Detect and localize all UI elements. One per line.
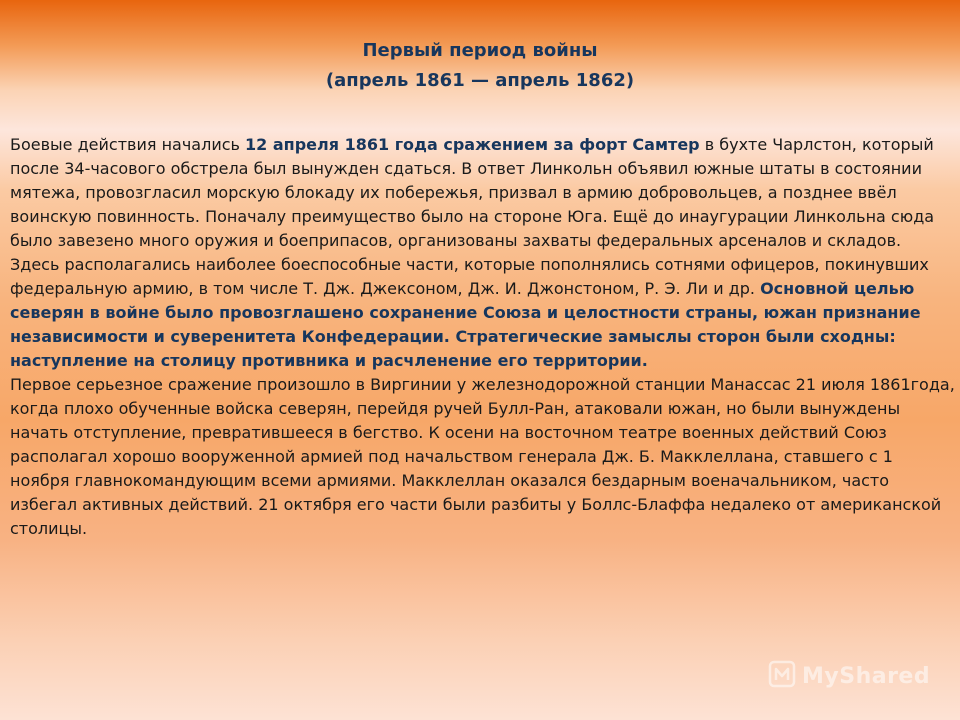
paragraph-2: Первое серьезное сражение произошло в Виргинии у железнодорожной станции Манассас 21 июля 1861года, когда плохо обученные войска северян, перейдя ручей Булл-Ран, атаковали южан, но были вынуждены начать отступление, превратившееся в бегство. К осени на восточном театре военных действий Союз располагал хорошо вооруженной армией под начальством генерала Дж. Б. Макклеллана, ставшего с 1 ноября главнокомандующим всеми армиями. Макклеллан оказался бездарным военачальником, часто избегал активных действий. 21 октября его части были разбиты у Боллс-Блаффа недалеко от американской столицы. bbox=[10, 375, 955, 538]
body-text bbox=[10, 133, 955, 541]
paragraph-1 bbox=[10, 133, 955, 373]
title-line-2: (апрель 1861 — апрель 1862) bbox=[325, 70, 635, 91]
myshared-logo-icon bbox=[768, 660, 796, 692]
title-line-1: Первый период войны bbox=[362, 40, 598, 61]
paragraph-1-intro: Боевые действия начались bbox=[10, 135, 246, 154]
watermark-text: MyShared bbox=[802, 663, 931, 689]
paragraph-1-highlight-date: 12 апреля 1861 года сражением за форт Самтер bbox=[245, 135, 700, 154]
watermark bbox=[768, 660, 930, 692]
slide-title bbox=[0, 36, 960, 96]
paragraph-1-body: в бухте Чарлстон, который после 34-часового обстрела был вынужден сдаться. В ответ Линкольн объявил южные штаты в состоянии мятежа, провозгласил морскую блокаду их побережья, призвал в армию добровольцев, а позднее ввёл воинскую повинность. Поначалу преимущество было на стороне Юга. Ещё до инаугурации Линкольна сюда было завезено много оружия и боеприпасов, организованы захваты федеральных арсеналов и складов. Здесь располагались наиболее боеспособные части, которые пополнялись сотнями офицеров, покинувших федеральную армию, в том числе Т. Дж. Джексоном, Дж. И. Джонстоном, Р. Э. Ли и др. bbox=[10, 135, 935, 298]
paragraph-1-goals: Основной целью северян в войне было провозглашено сохранение Союза и целостности страны, южан признание независимости и суверенитета Конфедерации. Стратегические замыслы сторон были сходны: наступление на столицу противника и расчленение его территории. bbox=[10, 279, 921, 370]
